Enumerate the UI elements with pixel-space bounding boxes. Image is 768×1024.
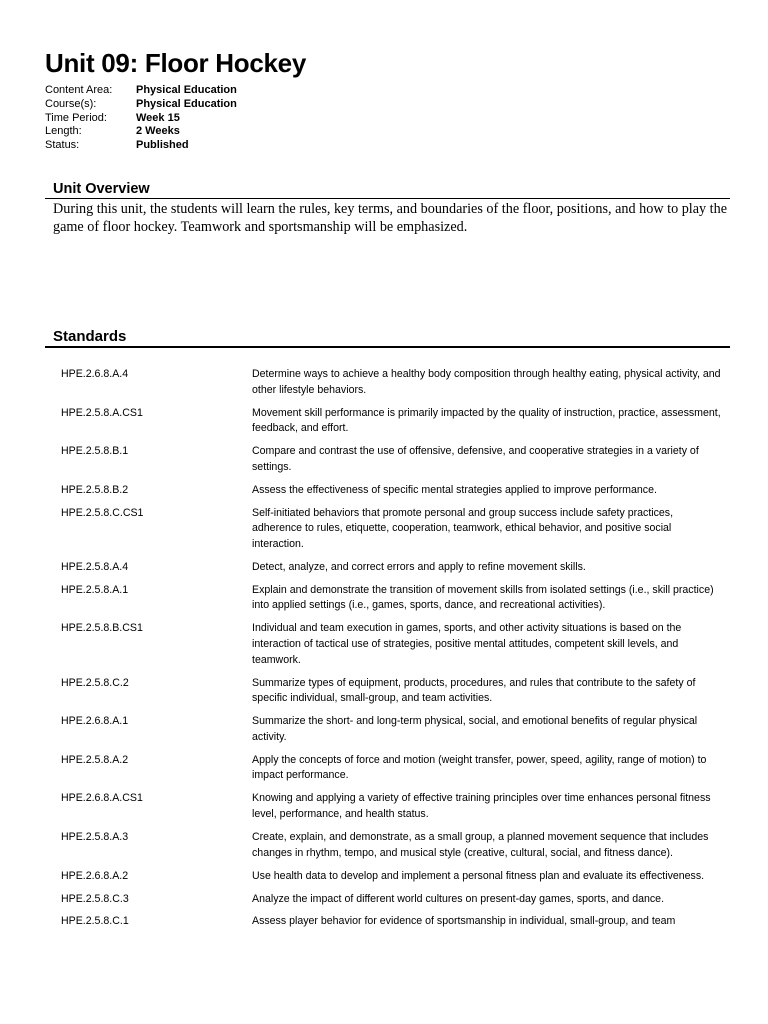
section-heading-text: Standards — [53, 328, 127, 345]
standard-row — [61, 714, 731, 745]
meta-row-content-area — [45, 84, 237, 98]
page-title: Unit 09: Floor Hockey — [45, 48, 306, 78]
meta-row-length — [45, 125, 237, 139]
standard-row — [61, 483, 731, 499]
standard-code: HPE.2.5.8.C.2 — [61, 676, 129, 689]
standard-code: HPE.2.6.8.A.4 — [61, 368, 129, 380]
standard-row — [61, 676, 731, 707]
standard-row — [61, 621, 731, 668]
meta-label: Status: — [45, 139, 80, 152]
standard-row — [61, 444, 731, 475]
standard-description: Explain and demonstrate the transition of movement skills from isolated settings (i.e., skill practice) into applied settings (i.e., games, sports, dance, and recreational activities). — [252, 583, 714, 612]
standard-description: Apply the concepts of force and motion (weight transfer, power, speed, agility, range of motion) to impact performance. — [252, 753, 707, 782]
unit-overview-text: During this unit, the students will learn the rules, key terms, and boundaries of the floor, positions, and how to play the game of floor hockey. Teamwork and sportsmanship will be emphasized. — [53, 201, 728, 235]
standard-code: HPE.2.5.8.B.2 — [61, 483, 129, 496]
meta-row-time-period — [45, 112, 237, 126]
meta-value: Published — [136, 139, 189, 152]
standard-description: Compare and contrast the use of offensive, defensive, and cooperative strategies in a variety of settings. — [252, 445, 699, 473]
standard-row — [61, 367, 731, 398]
standard-code: HPE.2.6.8.A.CS1 — [61, 792, 143, 805]
standard-code: HPE.2.5.8.C.CS1 — [61, 506, 144, 519]
standard-code: HPE.2.5.8.B.1 — [61, 445, 129, 458]
meta-value: 2 Weeks — [136, 125, 180, 138]
standard-code: HPE.2.5.8.A.2 — [61, 753, 129, 766]
standard-description: Summarize types of equipment, products, procedures, and rules that contribute to the safety of specific individual, small-group, and team activities. — [252, 676, 696, 705]
meta-row-courses — [45, 98, 237, 112]
standard-description: Individual and team execution in games, sports, and other activity situations is based on the interaction of tactical use of strategies, positive mental attitudes, competent skill levels, and teamwork. — [252, 622, 682, 666]
meta-label: Length: — [45, 125, 82, 138]
standard-description: Self-initiated behaviors that promote personal and group success include safety practices, adherence to rules, etiquette, cooperation, teamwork, ethical behavior, and positive social interaction. — [252, 506, 674, 550]
standard-row — [61, 914, 731, 930]
standard-row — [61, 869, 731, 885]
standard-description: Create, explain, and demonstrate, as a small group, a planned movement sequence that includes changes in rhythm, tempo, and musical style (creative, cultural, social, and fitness dance). — [252, 830, 709, 859]
standard-code: HPE.2.6.8.A.2 — [61, 869, 129, 882]
standards-list — [61, 367, 731, 937]
meta-label: Course(s): — [45, 97, 97, 110]
standard-description: Movement skill performance is primarily impacted by the quality of instruction, practice, assessment, feedback, and effort. — [252, 406, 721, 435]
standard-code: HPE.2.5.8.A.3 — [61, 830, 129, 843]
standard-description: Determine ways to achieve a healthy body composition through healthy eating, physical activity, and other lifestyle behaviors. — [252, 368, 721, 396]
standard-description: Assess the effectiveness of specific mental strategies applied to improve performance. — [252, 483, 657, 496]
standard-code: HPE.2.5.8.C.1 — [61, 915, 129, 928]
standard-row — [61, 506, 731, 553]
standard-code: HPE.2.5.8.A.4 — [61, 560, 129, 573]
standard-code: HPE.2.5.8.B.CS1 — [61, 622, 143, 635]
unit-metadata — [45, 84, 237, 153]
unit-overview-heading — [45, 180, 730, 199]
standard-description: Summarize the short- and long-term physical, social, and emotional benefits of regular physical activity. — [252, 715, 698, 743]
standard-code: HPE.2.6.8.A.1 — [61, 715, 129, 728]
standard-row — [61, 406, 731, 437]
standard-code: HPE.2.5.8.A.1 — [61, 583, 129, 596]
standard-description: Analyze the impact of different world cultures on present-day games, sports, and dance. — [252, 892, 665, 905]
meta-row-status — [45, 139, 237, 153]
meta-value: Physical Education — [136, 84, 237, 96]
standard-description: Detect, analyze, and correct errors and apply to refine movement skills. — [252, 560, 586, 573]
meta-value: Week 15 — [136, 111, 180, 124]
standard-code: HPE.2.5.8.A.CS1 — [61, 406, 143, 419]
section-heading-text: Unit Overview — [53, 181, 150, 197]
standard-row — [61, 583, 731, 614]
standards-heading — [45, 328, 730, 348]
standard-row — [61, 753, 731, 784]
meta-value: Physical Education — [136, 97, 237, 110]
standard-row — [61, 560, 731, 576]
standard-code: HPE.2.5.8.C.3 — [61, 892, 129, 905]
meta-label: Content Area: — [45, 84, 113, 96]
standard-description: Use health data to develop and implement a personal fitness plan and evaluate its effectiveness. — [252, 869, 705, 882]
standard-row — [61, 892, 731, 908]
standard-row — [61, 791, 731, 822]
standard-description: Assess player behavior for evidence of sportsmanship in individual, small-group, and team — [252, 915, 676, 928]
standard-description: Knowing and applying a variety of effective training principles over time enhances personal fitness level, performance, and health status. — [252, 792, 711, 820]
standard-row — [61, 830, 731, 861]
meta-label: Time Period: — [45, 111, 107, 124]
